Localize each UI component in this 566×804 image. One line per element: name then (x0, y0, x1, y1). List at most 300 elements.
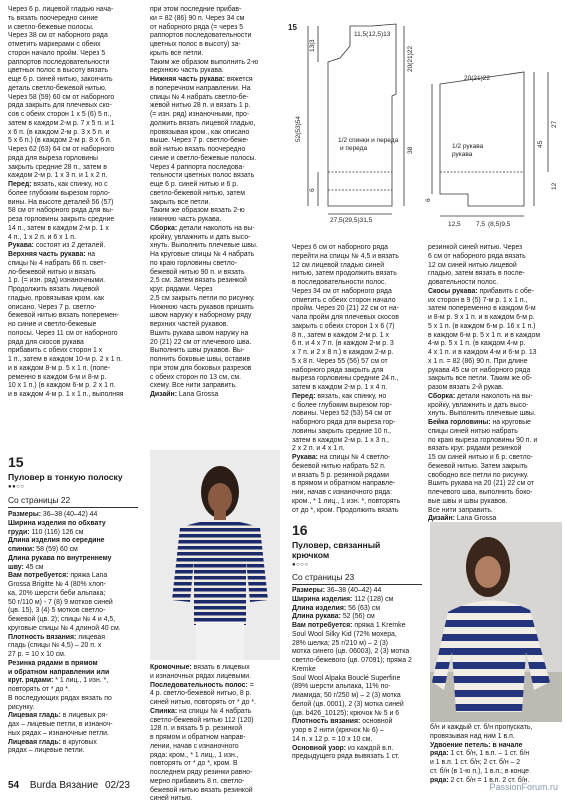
text-line (8, 32, 142, 41)
text-line (8, 234, 142, 243)
text-line (150, 190, 282, 199)
line-text: пряжа Lana (68, 572, 108, 580)
text-line (8, 625, 142, 634)
text-line (150, 172, 282, 181)
text-line (150, 234, 282, 243)
text-line (150, 102, 282, 111)
line-text: Вшить рукава швом наружу на (150, 329, 249, 337)
line-text: их сторон в 9 (5) 7-м р. 1 х 1 п., (428, 296, 528, 304)
line-text: чала пройм для плечевых скосов (292, 314, 399, 321)
divider (8, 507, 138, 508)
text-line (150, 137, 282, 146)
text-line (292, 675, 424, 684)
line-text: отметить маркерами с обеих (8, 41, 101, 48)
bold-label: Рукава: (292, 454, 318, 461)
line-text: 128 п. и вязать 5 р. резинкой (150, 725, 243, 733)
line-text: мотка синего (цв. 06003), 2 (3) мотка (292, 648, 410, 656)
text-line (8, 382, 142, 391)
line-text: кройку, увлажнить и дать высо- (428, 401, 529, 409)
text-line (8, 120, 142, 129)
line-text: 1 р. (= изн. ряд) изнаночными. (8, 277, 105, 285)
line-text: 27 р. = 10 х 10 см. (8, 651, 66, 658)
text-line (150, 286, 282, 295)
text-line (8, 599, 142, 608)
text-line (8, 391, 142, 400)
bold-label: Длина рукава: (292, 613, 341, 621)
text-line (150, 76, 282, 85)
svg-text:38: 38 (407, 146, 414, 154)
line-text: Все нити заправить. (428, 506, 493, 514)
line-text: мерно прибавить 8 п. светло- (150, 777, 245, 785)
line-text: закрыть все петли. Таким же об- (428, 375, 532, 383)
text-line (150, 760, 282, 769)
text-line (8, 695, 142, 704)
line-text: дах – лицевые петли, в изнаноч- (8, 721, 113, 728)
line-text: еще 6 р. синей нитью, закончить (8, 76, 113, 83)
text-line (428, 437, 560, 446)
line-text: бежевой нитью 90 п. и вязать (150, 268, 245, 276)
text-line (428, 262, 560, 271)
text-line (428, 454, 560, 463)
text-line (8, 537, 142, 546)
line-text: 58 (59) 60 см (34, 546, 78, 553)
text-line (8, 225, 142, 234)
line-text: каждом 2-м р. 1 х 3 п. и 1 х 2 п. (8, 172, 108, 180)
text-line (8, 24, 142, 33)
pattern-15-specs (8, 511, 142, 756)
line-text: ременно в каждом 6-м и 8-м р. (8, 373, 107, 381)
line-text: 1 п., затем в каждом 10-м р. 2 х 1 п. (8, 356, 123, 363)
difficulty-dots: ●●○○ (8, 484, 25, 490)
line-text: вины. На высоте деталей 56 (57) (8, 198, 114, 206)
line-text: затем в каждом 2-м р. 7 х 5 п. и 1 (8, 119, 115, 127)
text-line (292, 640, 424, 649)
text-line (150, 382, 282, 391)
line-text: отметить с обеих сторон начало (292, 296, 396, 304)
line-text: с обеих сторон по 13 см, см. (150, 373, 242, 381)
text-line (428, 393, 560, 402)
page-footer (8, 780, 130, 791)
text-line (150, 94, 282, 103)
line-text: Через 58 (59) 60 см от наборного (8, 93, 115, 101)
text-line (428, 428, 560, 437)
text-line (8, 172, 142, 181)
line-text: в прямом и обратном направ- (150, 734, 246, 741)
line-text: полнить боковые швы, оставив (150, 356, 251, 363)
line-text: Через 38 см от наборного ряда (8, 32, 108, 40)
text-line (150, 67, 282, 76)
photo-crochet-pullover (430, 522, 562, 722)
text-line (428, 480, 560, 489)
svg-text:(8,5)9,5: (8,5)9,5 (488, 221, 511, 228)
text-line (8, 546, 142, 555)
svg-text:рукава: рукава (452, 151, 473, 158)
text-line (292, 710, 424, 719)
line-text: свободно все петли по рисунку. (428, 471, 529, 479)
line-text: рисунку. (8, 703, 35, 711)
line-text: 6 п. и 4 х 7 п. (в каждом 2-м р. 3 (292, 340, 394, 348)
text-line (428, 314, 560, 323)
col1-top-text (8, 6, 142, 400)
text-line (292, 358, 422, 367)
text-line (8, 607, 142, 616)
svg-text:и переда: и переда (340, 145, 368, 152)
line-text: рядах – лицевые петли. (8, 747, 85, 755)
line-text: бежевой (цв. 2); спицы № 4 и 4,5, (8, 616, 116, 623)
line-text: Lana Grossa (455, 515, 497, 523)
text-line (8, 67, 142, 76)
pattern-16-number: 16 (292, 522, 308, 538)
svg-text:52(53)54: 52(53)54 (295, 115, 302, 142)
line-text: вяжется (224, 76, 253, 83)
line-text: на (85, 251, 96, 258)
text-line (150, 787, 282, 796)
line-text: 52 (56) см (340, 613, 375, 621)
text-line (8, 164, 142, 173)
text-line (428, 305, 560, 314)
text-line (150, 15, 282, 24)
text-line (428, 340, 560, 349)
text-line (292, 419, 422, 428)
text-line (292, 718, 424, 727)
text-line (292, 701, 424, 710)
text-line (150, 356, 282, 365)
line-text: повторять от * до *. (8, 686, 70, 693)
text-line (150, 155, 282, 164)
line-text: 4-м р. 5 х 1 п. (в каждом 4-м р. (428, 340, 526, 348)
text-line (292, 587, 424, 596)
line-text: Через 34 см от наборного ряда (292, 287, 392, 295)
text-line (8, 581, 142, 590)
svg-text:12: 12 (551, 182, 558, 190)
text-line (8, 304, 142, 313)
text-line (428, 253, 560, 262)
line-text: узор в 2 нити (крючок № 6) – (292, 727, 384, 734)
line-text: спицы синей нитью набрать (428, 427, 518, 435)
line-text: вой нитью вязать поочередно (150, 146, 246, 153)
text-line (8, 111, 142, 120)
text-line (8, 312, 142, 321)
text-line (8, 330, 142, 339)
line-text: реза горловины закрыть средние (8, 216, 115, 223)
text-line (150, 6, 282, 15)
text-line (430, 742, 564, 751)
line-text: сторон начало пройм. Через 5 (8, 49, 106, 57)
bold-label: Спинка: (150, 707, 178, 715)
line-text: гладь (спицы № 4,5) – 20 п. х (8, 642, 102, 650)
line-text: пряжа 1 Kremke (352, 622, 406, 629)
page-number: 54 (8, 780, 20, 791)
line-text: наборного ряда закрыть для (292, 366, 384, 374)
line-text: 56 (63) см (346, 604, 381, 612)
line-text: ст. б/н (в 1-ю п.), 1 в.п.; в конце (430, 767, 529, 775)
col2-bottom-text (150, 664, 282, 804)
text-line (292, 244, 422, 253)
line-text: (89% шерсти альпака, 11% по- (292, 683, 391, 691)
line-text: ки = 82 (86) 90 п. Через 34 см (150, 14, 245, 22)
line-text: Через 4 раппорта последова- (150, 163, 245, 171)
text-line (8, 677, 142, 686)
line-text: ловины закрыть средние 10 п., (292, 427, 392, 435)
text-line (428, 297, 560, 306)
text-line (428, 367, 560, 376)
text-line (150, 330, 282, 339)
svg-text:27,5(29,5)31,5: 27,5(29,5)31,5 (330, 217, 373, 224)
bold-label: Ширина изделия: (292, 595, 353, 603)
line-text: бежевой нитью. Затем закрыть (428, 462, 528, 470)
line-text: В последующих рядах вязать по (8, 694, 112, 702)
text-line (8, 94, 142, 103)
text-line (428, 288, 560, 297)
line-text: ло-бежевой нитью и вязать (8, 268, 96, 276)
text-line (292, 305, 422, 314)
text-line (150, 251, 282, 260)
text-line (150, 207, 282, 216)
text-line (292, 480, 422, 489)
pattern-16-title-line1: Пуловер, связанный (292, 540, 381, 550)
line-text: нижнюю часть рукава. (150, 216, 222, 223)
line-text: детали наколоть на вы- (455, 392, 533, 400)
text-line (8, 50, 142, 59)
text-line (8, 712, 142, 721)
text-line (150, 321, 282, 330)
text-line (292, 437, 422, 446)
col4-text (428, 244, 560, 524)
text-line (292, 596, 424, 605)
line-text: синие и светло-бежевые полосы. (150, 154, 257, 162)
text-line (292, 692, 424, 701)
text-line (8, 374, 142, 383)
text-line (8, 6, 142, 15)
line-text: 14 п., затем в каждом 2-м р. 1 х (8, 224, 109, 232)
text-line (150, 374, 282, 383)
line-text: и 1 в.п. 1 ст. б/н; 2 ст. б/н – 2 (430, 759, 521, 766)
text-line (292, 402, 422, 411)
text-line (292, 393, 422, 402)
text-line (292, 648, 424, 657)
text-line (8, 102, 142, 111)
line-text: в лицевых ря- (60, 712, 108, 720)
text-line (8, 216, 142, 225)
line-text: детали наколоть на вы- (177, 224, 255, 232)
line-text: еще 6 р. синей нитью и 6 р. (150, 181, 239, 188)
text-line (8, 739, 142, 748)
line-text: кром., * 1 лиц., 1 изн. *, повторять (292, 497, 401, 505)
line-text: 20 (21) 22 см от плечевого шва. (150, 338, 252, 346)
text-line (428, 402, 560, 411)
line-text: нии, начав с изнаночного ряда: (292, 489, 392, 496)
text-line (292, 262, 422, 271)
svg-text:11,5(12,5)13: 11,5(12,5)13 (354, 31, 391, 38)
pattern-16-title-line2: крючком (292, 550, 330, 560)
text-line (292, 631, 424, 640)
line-text: и 8-м р. 9 х 1 п. и в каждом 6-м р. (428, 314, 535, 321)
text-line (428, 384, 560, 393)
text-line (150, 41, 282, 50)
svg-text:7,5: 7,5 (476, 221, 486, 228)
line-text: закрыть все петли. (150, 198, 211, 206)
line-text: белой (цв. 0001), 2 (3) мотка синей (292, 700, 404, 708)
line-text: прибавить с обе- (477, 287, 534, 295)
text-line (150, 216, 282, 225)
bold-label: Длина рукава по внутреннему (8, 554, 112, 562)
line-text: вязать в лицевых (191, 664, 250, 671)
text-line (150, 673, 282, 682)
text-line (150, 664, 282, 673)
line-text: в круговых (60, 738, 97, 746)
bold-label: Резинка рядами в прямом (8, 659, 98, 667)
bold-label: Ширина изделия по обхвату (8, 519, 106, 527)
line-text: на круговые (490, 419, 531, 426)
line-text: и вязать 5 р. резинкой рядами (292, 471, 389, 479)
text-line (150, 295, 282, 304)
text-line (150, 743, 282, 752)
line-text: синей нитью, повторять от * до *. (150, 699, 256, 706)
text-line (428, 375, 560, 384)
model-photo-16 (430, 522, 562, 722)
text-line (292, 332, 422, 341)
text-line (8, 15, 142, 24)
line-text: 14 п. х 12 р. = 10 х 10 см. (292, 735, 373, 743)
pattern-16-continued (430, 724, 564, 785)
bold-label: Длина изделия: (292, 604, 347, 612)
bold-label: Удвоение петель: в начале (430, 741, 523, 749)
text-line (428, 279, 560, 288)
line-text: 2,5 см. Затем вязать резинкой (150, 277, 247, 285)
line-text: при этом последние прибав- (150, 6, 242, 13)
photo-striped-pullover (150, 450, 280, 660)
text-line (8, 660, 142, 669)
text-line (8, 616, 142, 625)
svg-text:6: 6 (425, 198, 432, 202)
line-text: круг. рядами. Через (150, 286, 213, 293)
pattern-16-specs (292, 587, 424, 762)
line-text: вые швы и швы рукавов. (428, 497, 508, 505)
text-line (428, 445, 560, 454)
line-text: рукава 45 см от наборного ряда (428, 366, 531, 374)
text-line (8, 721, 142, 730)
text-line (292, 489, 422, 498)
bold-label: Кромочные: (150, 664, 192, 671)
text-line (8, 146, 142, 155)
svg-text:45: 45 (537, 140, 544, 148)
text-line (428, 498, 560, 507)
line-text: 28% шелка; 25 г/210 м) – 2 (3) (292, 639, 388, 647)
text-line (430, 759, 564, 768)
text-line (150, 725, 282, 734)
line-text: с более глубоким вырезом гор- (292, 401, 392, 409)
line-text: хнуть. Выполнить плечевые швы. (428, 410, 536, 418)
bold-label: Сборка: (428, 392, 456, 400)
line-text: Через 6 см от наборного ряда (292, 244, 388, 251)
svg-text:20(21)22: 20(21)22 (464, 75, 491, 82)
text-line (8, 730, 142, 739)
text-line (292, 605, 424, 614)
text-line (150, 129, 282, 138)
text-line (292, 297, 422, 306)
line-text: 110 (116) 126 см (29, 528, 84, 536)
text-line (150, 32, 282, 41)
line-text: закрыть средние 28 п., затем в (8, 163, 107, 171)
text-line (8, 59, 142, 68)
line-text: ряда для скосов рукава (8, 338, 84, 346)
text-line (8, 242, 142, 251)
line-text: верхнюю часть рукава. (150, 67, 224, 75)
svg-text:1/2 рукава: 1/2 рукава (452, 143, 484, 150)
line-text: Продолжить вязать лицевой (8, 286, 99, 293)
line-text: выше. Через 7 р. светло-беже- (150, 137, 249, 145)
line-text: 8 п., затем в каждом 2-м р. 1 х (292, 331, 389, 339)
text-line (292, 498, 422, 507)
text-line (292, 463, 422, 472)
line-text: гладью, затем вязать в после- (428, 270, 525, 278)
text-line (292, 340, 422, 349)
line-text: состоят из 2 деталей. (33, 242, 106, 250)
text-line (430, 733, 564, 742)
schematic-diagram (288, 22, 564, 228)
svg-text:12,5: 12,5 (448, 221, 461, 228)
line-text: наборного ряда для выреза гор- (292, 419, 396, 426)
line-text: более глубоким вырезом горло- (8, 189, 111, 197)
text-line (150, 146, 282, 155)
bold-label: Последовательность полос: (150, 681, 248, 689)
bold-label: Дизайн: (150, 391, 178, 398)
line-text: х 1 п. = 82 (86) 90 п. При длине (428, 357, 528, 365)
line-text: тельности цветных полос вязать (150, 172, 255, 180)
pattern-15-source-page: Со страницы 22 (8, 495, 71, 505)
text-line (292, 445, 422, 454)
text-line (292, 288, 422, 297)
line-text: 58 см от наборного ряда для вы- (8, 207, 114, 215)
svg-text:20(21)22: 20(21)22 (407, 45, 414, 72)
line-text: закрыть с обеих сторон 1 х 6 (7) (292, 322, 395, 330)
bold-label: Вам потребуется: (8, 572, 69, 580)
line-text: швом наружу к наборному ряду (150, 312, 252, 320)
bold-label: Плотность вязания: (8, 633, 77, 641)
line-text: бежевой нитью набрать 52 п. (292, 462, 386, 470)
line-text: светло-бежевой нитью 112 (120) (150, 716, 254, 724)
line-text: затем в каждом 2-м р. 1 х 3 п., (292, 436, 389, 444)
text-line (150, 717, 282, 726)
line-text: Таким же образом вязать 2-ю (150, 207, 245, 215)
text-line (8, 251, 142, 260)
line-text: полосы. Через 11 см от наборного (8, 329, 118, 337)
line-text: резинкой синей нитью. Через (428, 244, 523, 251)
line-text: лиамида; 50 г/250 м) – 2 (3) мотка (292, 692, 401, 699)
line-text: 2 х 2 п. и 4 х 1 п. (292, 445, 345, 453)
line-text: крыть все петли. (150, 49, 204, 57)
line-text: по краю выреза горловины 90 п. и (428, 436, 538, 444)
text-line (150, 199, 282, 208)
bold-label: Основной узор: (292, 744, 347, 752)
text-line (150, 120, 282, 129)
bold-label: Перед: (8, 181, 32, 188)
text-line (292, 253, 422, 262)
text-line (150, 242, 282, 251)
svg-text:6: 6 (309, 188, 316, 192)
line-text: выреза горловины средние 24 п., (292, 375, 399, 383)
text-line (150, 164, 282, 173)
line-text: * 1 лиц., 1 изн. *, (53, 677, 109, 685)
pattern-16-source-page: Со страницы 23 (292, 572, 355, 582)
line-text: светло-бежевого (цв. 07091); пряжа 2 Kremke (292, 657, 412, 673)
text-line (292, 454, 422, 463)
bold-label: шву: (8, 563, 24, 571)
text-line (150, 769, 282, 778)
line-text: раппортов последовательности (8, 58, 110, 66)
line-text: прибавить с обеих сторон 1 х (8, 347, 103, 355)
line-text: плечевого шва, выполнить боко- (428, 489, 533, 496)
